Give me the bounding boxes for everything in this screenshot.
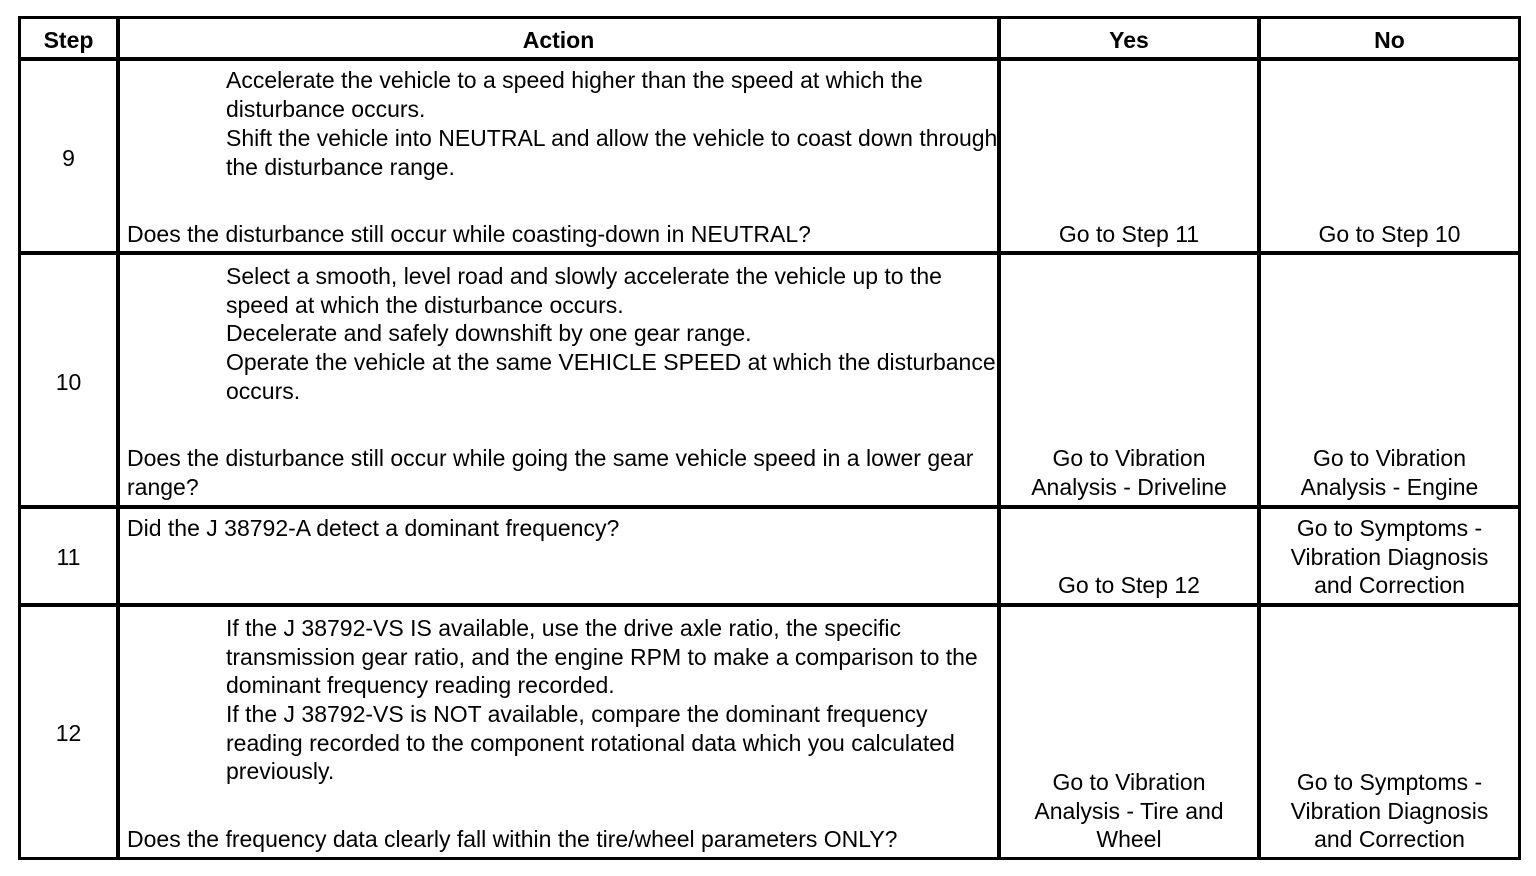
- no-cell: [1261, 255, 1518, 505]
- header-action: Action: [522, 27, 595, 53]
- question: Did the J 38792-A detect a dominant frequency?: [127, 515, 620, 541]
- question: Does the disturbance still occur while coasting-down in NEUTRAL?: [127, 221, 811, 247]
- question: Does the frequency data clearly fall within the tire/wheel parameters ONLY?: [127, 826, 898, 852]
- no-link[interactable]: Go to Symptoms - Vibration Diagnosis and Correction: [1290, 515, 1489, 599]
- instruction: If the J 38792-VS IS available, use the drive axle ratio, the specific transmission gear ratio, and the engine RPM to make a comparison to the dominant frequency reading recorded.: [226, 615, 978, 699]
- action-cell: [120, 607, 997, 857]
- instruction: Operate the vehicle at the same VEHICLE SPEED at which the disturbance occurs.: [226, 349, 996, 404]
- instruction: Decelerate and safely downshift by one gear range.: [226, 320, 752, 346]
- step-number: 12: [55, 720, 82, 746]
- step-number: 11: [56, 544, 81, 570]
- header-yes: Yes: [1109, 27, 1149, 53]
- diagnostic-table: [18, 16, 1521, 860]
- table-border-right: [1518, 16, 1521, 860]
- yes-cell: [1001, 509, 1257, 603]
- step-number: 9: [62, 145, 75, 171]
- no-link[interactable]: Go to Symptoms - Vibration Diagnosis and Correction: [1290, 769, 1489, 853]
- no-cell: [1261, 61, 1518, 251]
- action-cell: [120, 255, 997, 505]
- header-no: No: [1374, 27, 1405, 53]
- no-cell: [1261, 607, 1518, 857]
- yes-link[interactable]: Go to Step 12: [1058, 572, 1200, 598]
- instruction: Shift the vehicle into NEUTRAL and allow the vehicle to coast down through the disturbance range.: [226, 125, 998, 180]
- header-step: Step: [43, 27, 94, 53]
- instruction: If the J 38792-VS is NOT available, compare the dominant frequency reading recorded to the component rotational data which you calculated previously.: [226, 701, 955, 785]
- yes-link[interactable]: Go to Vibration Analysis - Driveline: [1031, 445, 1227, 500]
- no-link[interactable]: Go to Vibration Analysis - Engine: [1300, 445, 1479, 500]
- no-link[interactable]: Go to Step 10: [1318, 221, 1461, 247]
- step-number: 10: [55, 369, 82, 395]
- instruction: Select a smooth, level road and slowly accelerate the vehicle up to the speed at which the disturbance occurs.: [226, 263, 942, 318]
- yes-cell: [1001, 61, 1257, 251]
- yes-cell: [1001, 255, 1257, 505]
- table-border-bottom: [18, 857, 1521, 860]
- no-cell: [1261, 509, 1518, 603]
- action-cell: [120, 509, 997, 603]
- yes-link[interactable]: Go to Step 11: [1058, 221, 1200, 247]
- yes-link[interactable]: Go to Vibration Analysis - Tire and Wheel: [1034, 769, 1224, 853]
- yes-cell: [1001, 607, 1257, 857]
- instruction: Accelerate the vehicle to a speed higher than the speed at which the disturbance occurs.: [226, 67, 923, 122]
- question: Does the disturbance still occur while going the same vehicle speed in a lower gear range?: [127, 445, 974, 500]
- action-cell: [120, 61, 997, 251]
